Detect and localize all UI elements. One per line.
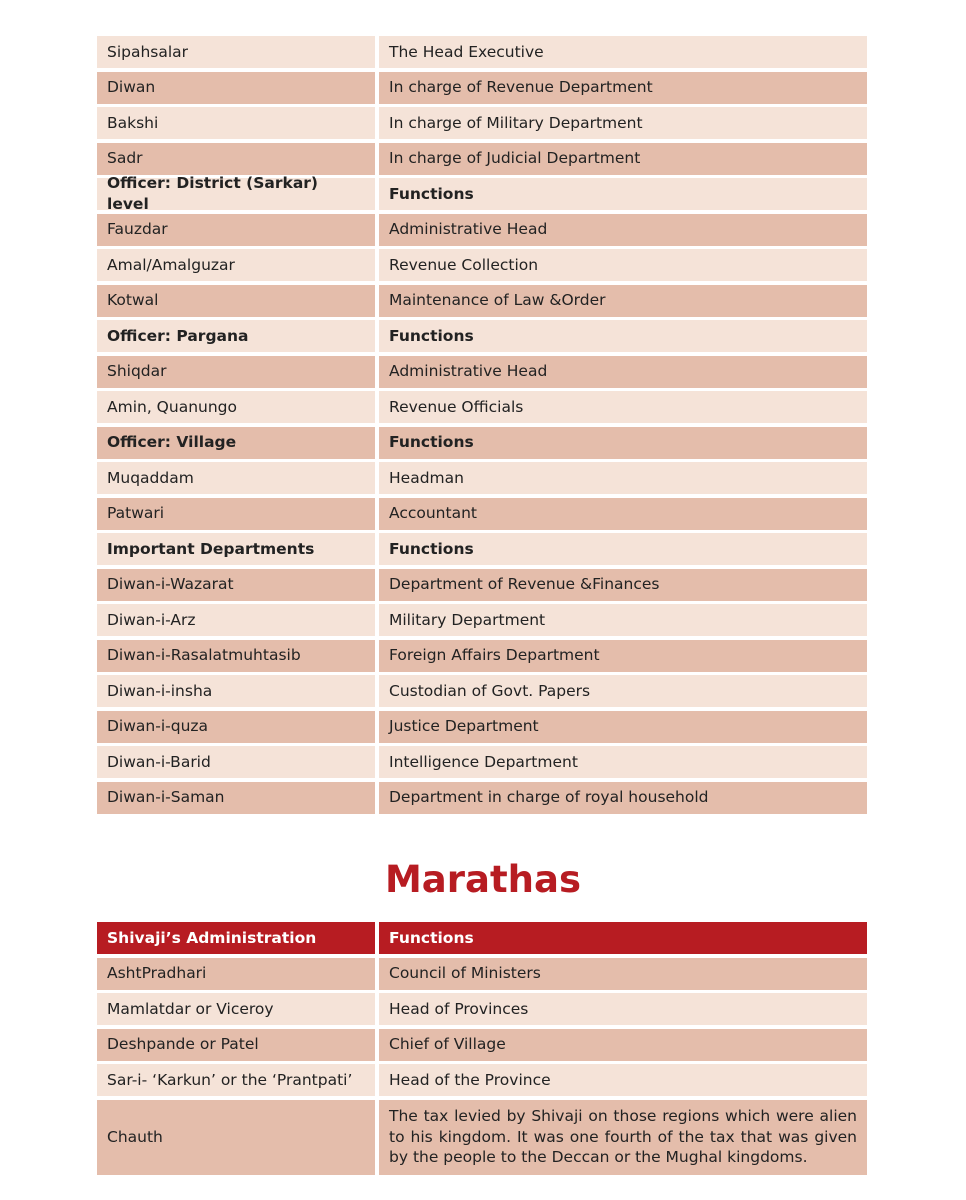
term-cell: AshtPradhari [97,958,375,990]
department-cell: Diwan-i-Arz [97,604,375,636]
function-cell: Administrative Head [379,214,867,246]
table-row [97,391,867,423]
officer-cell: Sipahsalar [97,36,375,68]
function-cell: Council of Ministers [379,958,867,990]
function-cell: Headman [379,462,867,494]
table-row [97,746,867,778]
table-row [97,782,867,814]
officer-cell: Patwari [97,498,375,530]
table-row [97,675,867,707]
officer-cell: Fauzdar [97,214,375,246]
term-cell: Chauth [97,1100,375,1175]
column-header: Shivaji’s Administration [97,922,375,954]
section-header-row [97,320,867,352]
department-cell: Diwan-i-Saman [97,782,375,814]
table-row [97,640,867,672]
table-row [97,1064,867,1096]
function-cell: Intelligence Department [379,746,867,778]
function-cell: In charge of Military Department [379,107,867,139]
function-cell: Maintenance of Law &Order [379,285,867,317]
section-header-cell: Functions [379,320,867,352]
officer-cell: Shiqdar [97,356,375,388]
table-row [97,462,867,494]
officer-cell: Bakshi [97,107,375,139]
section-header-cell: Functions [379,427,867,459]
column-header: Functions [379,922,867,954]
table-row [97,214,867,246]
table-row [97,958,867,990]
department-cell: Diwan-i-Barid [97,746,375,778]
officer-cell: Sadr [97,143,375,175]
officer-cell: Kotwal [97,285,375,317]
officer-cell: Amin, Quanungo [97,391,375,423]
term-cell: Mamlatdar or Viceroy [97,993,375,1025]
department-cell: Diwan-i-insha [97,675,375,707]
mughal-administration-table [97,36,867,817]
function-cell: Custodian of Govt. Papers [379,675,867,707]
function-cell: Department in charge of royal household [379,782,867,814]
function-cell: Head of Provinces [379,993,867,1025]
term-cell: Sar-i- ‘Karkun’ or the ‘Prantpati’ [97,1064,375,1096]
department-cell: Diwan-i-quza [97,711,375,743]
table-header-row [97,922,867,954]
section-header-row [97,427,867,459]
section-header-cell: Officer: District (Sarkar) level [97,178,375,210]
table-row [97,604,867,636]
function-cell: In charge of Revenue Department [379,72,867,104]
section-header-cell: Important Departments [97,533,375,565]
function-cell: Administrative Head [379,356,867,388]
function-cell: Head of the Province [379,1064,867,1096]
section-header-row [97,533,867,565]
section-heading: Marathas [384,858,582,901]
function-cell: Accountant [379,498,867,530]
table-row [97,356,867,388]
function-cell: Chief of Village [379,1029,867,1061]
table-row [97,143,867,175]
function-cell: In charge of Judicial Department [379,143,867,175]
department-cell: Diwan-i-Wazarat [97,569,375,601]
term-cell: Deshpande or Patel [97,1029,375,1061]
maratha-administration-table [97,922,867,1178]
table-row [97,1029,867,1061]
officer-cell: Amal/Amalguzar [97,249,375,281]
function-cell: Revenue Collection [379,249,867,281]
table-row [97,72,867,104]
function-cell: Revenue Officials [379,391,867,423]
function-cell: Military Department [379,604,867,636]
department-cell: Diwan-i-Rasalatmuhtasib [97,640,375,672]
section-header-cell: Functions [379,178,867,210]
table-row [97,285,867,317]
function-cell: The Head Executive [379,36,867,68]
section-header-cell: Officer: Pargana [97,320,375,352]
function-cell: Justice Department [379,711,867,743]
function-cell: Department of Revenue &Finances [379,569,867,601]
section-header-cell: Functions [379,533,867,565]
table-row [97,36,867,68]
table-row [97,107,867,139]
function-cell: Foreign Affairs Department [379,640,867,672]
table-row [97,498,867,530]
function-cell: The tax levied by Shivaji on those regions which were alien to his kingdom. It was one fourth of the tax that was given by the people to the Deccan or the Mughal kingdoms. [379,1100,867,1175]
table-row [97,711,867,743]
section-header-cell: Officer: Village [97,427,375,459]
table-row [97,1100,867,1175]
officer-cell: Diwan [97,72,375,104]
table-row [97,569,867,601]
table-row [97,249,867,281]
table-row [97,993,867,1025]
officer-cell: Muqaddam [97,462,375,494]
section-header-row [97,174,867,213]
